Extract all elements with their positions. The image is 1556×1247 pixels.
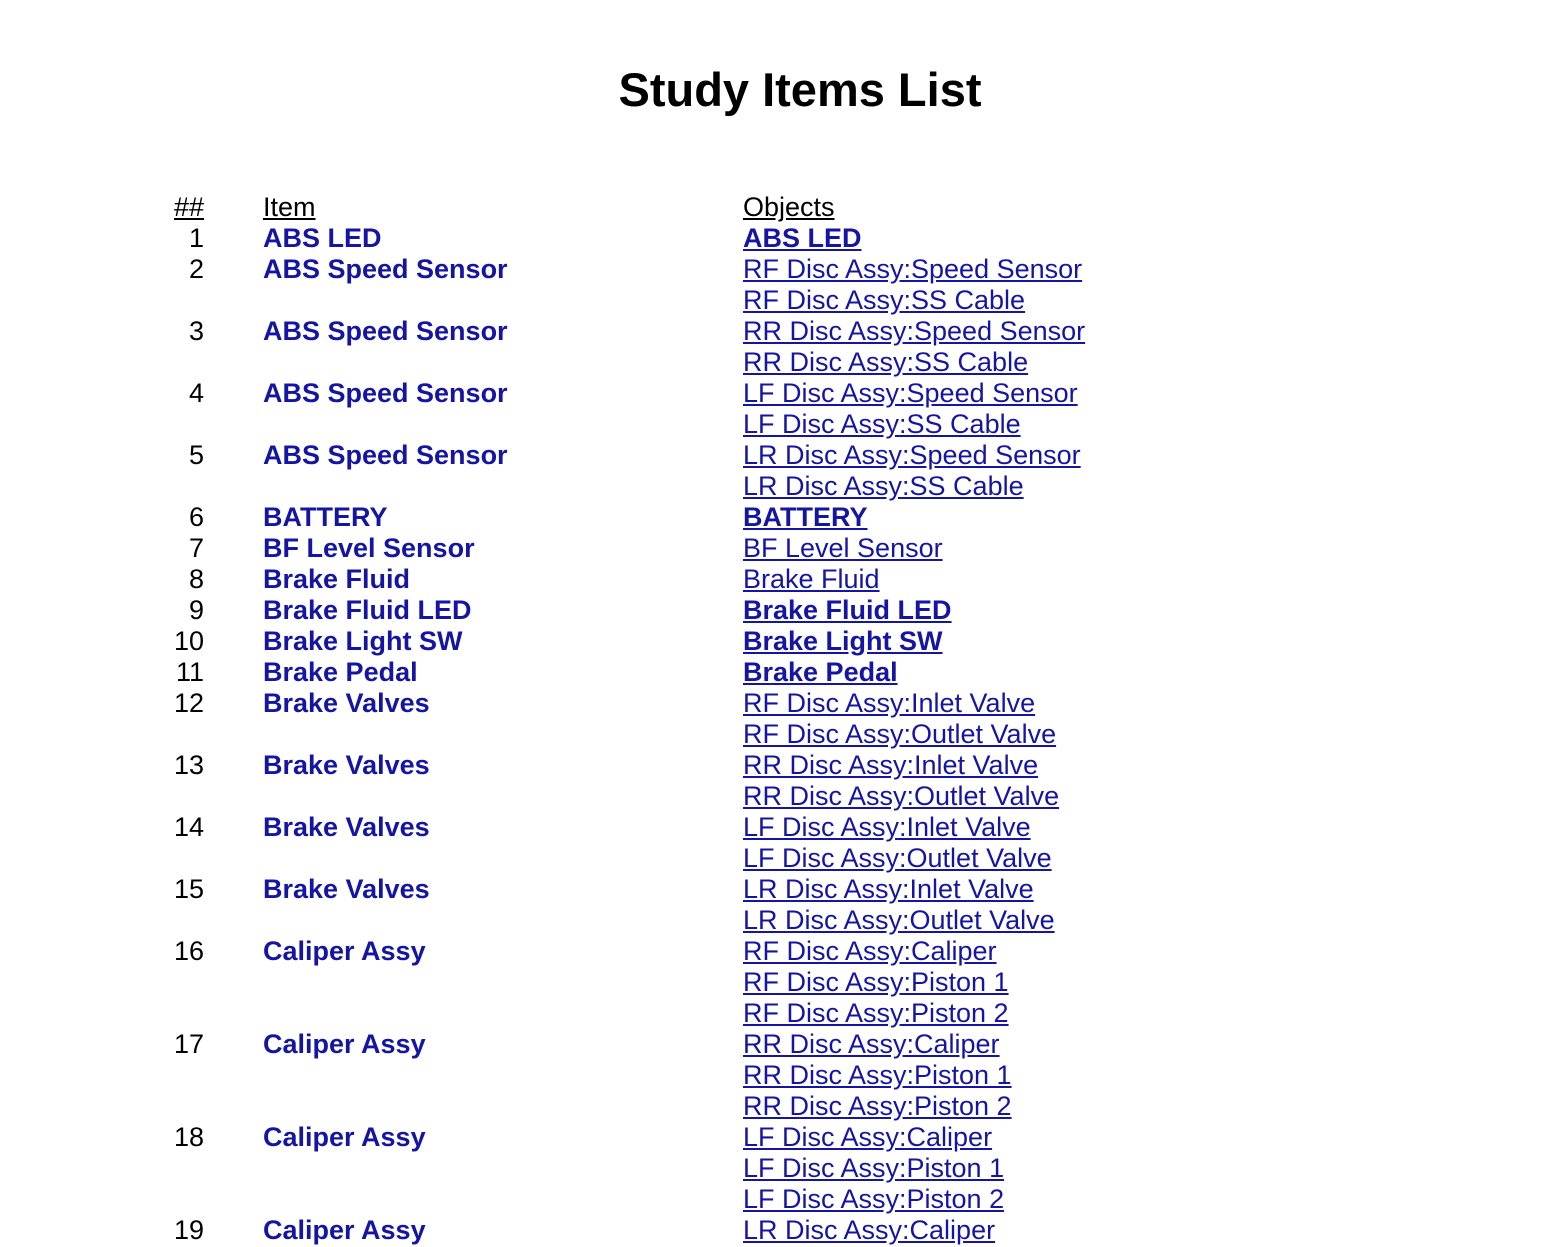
row-item: Brake Light SW — [263, 626, 463, 656]
object-link[interactable]: LR Disc Assy:Speed Sensor — [743, 440, 1081, 470]
row-number: 12 — [173, 688, 204, 718]
row-number: 11 — [175, 657, 204, 687]
row-item: Caliper Assy — [263, 1122, 426, 1152]
row-item: BF Level Sensor — [263, 533, 475, 563]
header-objects: Objects — [743, 192, 835, 222]
row-item: ABS Speed Sensor — [263, 254, 508, 284]
object-link[interactable]: BATTERY — [743, 502, 868, 532]
object-link[interactable]: RF Disc Assy:Outlet Valve — [743, 719, 1057, 749]
row-item: Brake Valves — [263, 874, 430, 904]
header-item: Item — [263, 192, 316, 222]
row-number: 7 — [188, 533, 204, 563]
object-link[interactable]: ABS LED — [743, 223, 862, 253]
object-link[interactable]: RR Disc Assy:Inlet Valve — [743, 750, 1039, 780]
object-link[interactable]: RF Disc Assy:Caliper — [743, 936, 997, 966]
object-link[interactable]: RR Disc Assy:Caliper — [743, 1029, 1000, 1059]
row-number: 13 — [173, 750, 204, 780]
header-number: ## — [174, 192, 205, 222]
row-number: 3 — [188, 316, 204, 346]
row-item: Brake Valves — [263, 750, 430, 780]
object-link[interactable]: RF Disc Assy:Speed Sensor — [743, 254, 1083, 284]
row-number: 18 — [173, 1122, 204, 1152]
row-number: 17 — [173, 1029, 204, 1059]
object-link[interactable]: RR Disc Assy:Outlet Valve — [743, 781, 1060, 811]
object-link[interactable]: RR Disc Assy:Speed Sensor — [743, 316, 1086, 346]
row-number: 15 — [173, 874, 204, 904]
row-number: 1 — [188, 223, 204, 253]
object-link[interactable]: LF Disc Assy:Outlet Valve — [743, 843, 1052, 873]
row-item: Caliper Assy — [263, 936, 426, 966]
row-number: 19 — [173, 1215, 204, 1245]
object-link[interactable]: RR Disc Assy:Piston 1 — [743, 1060, 1012, 1090]
row-number: 10 — [173, 626, 204, 656]
object-link[interactable]: LR Disc Assy:SS Cable — [743, 471, 1024, 501]
row-number: 6 — [188, 502, 204, 532]
object-link[interactable]: RF Disc Assy:Piston 1 — [743, 967, 1009, 997]
object-link[interactable]: Brake Fluid — [743, 564, 880, 594]
row-item: ABS Speed Sensor — [263, 440, 508, 470]
row-item: ABS Speed Sensor — [263, 378, 508, 408]
row-item: Brake Valves — [263, 812, 430, 842]
object-link[interactable]: LR Disc Assy:Outlet Valve — [743, 905, 1055, 935]
row-item: Brake Valves — [263, 688, 430, 718]
object-link[interactable]: LF Disc Assy:Speed Sensor — [743, 378, 1078, 408]
object-link[interactable]: Brake Light SW — [743, 626, 943, 656]
object-link[interactable]: Brake Fluid LED — [743, 595, 952, 625]
row-item: Brake Pedal — [263, 657, 418, 687]
object-link[interactable]: RF Disc Assy:Inlet Valve — [743, 688, 1036, 718]
object-link[interactable]: LR Disc Assy:Inlet Valve — [743, 874, 1034, 904]
object-link[interactable]: RF Disc Assy:SS Cable — [743, 285, 1026, 315]
row-item: Brake Fluid LED — [263, 595, 472, 625]
object-link[interactable]: LR Disc Assy:Caliper — [743, 1215, 996, 1245]
row-number: 14 — [173, 812, 204, 842]
object-link[interactable]: LF Disc Assy:Piston 1 — [743, 1153, 1005, 1183]
row-item: Caliper Assy — [263, 1029, 426, 1059]
row-number: 9 — [188, 595, 204, 625]
object-link[interactable]: LF Disc Assy:SS Cable — [743, 409, 1021, 439]
object-link[interactable]: RF Disc Assy:Piston 2 — [743, 998, 1009, 1028]
row-number: 16 — [173, 936, 204, 966]
row-item: BATTERY — [263, 502, 388, 532]
row-item: Brake Fluid — [263, 564, 411, 594]
object-link[interactable]: RR Disc Assy:Piston 2 — [743, 1091, 1012, 1121]
row-number: 2 — [188, 254, 204, 284]
object-link[interactable]: LF Disc Assy:Piston 2 — [743, 1184, 1005, 1214]
object-link[interactable]: BF Level Sensor — [743, 533, 943, 563]
row-number: 5 — [188, 440, 204, 470]
row-item: ABS LED — [263, 223, 382, 253]
row-number: 4 — [188, 378, 204, 408]
row-number: 8 — [188, 564, 204, 594]
object-link[interactable]: RR Disc Assy:SS Cable — [743, 347, 1029, 377]
object-link[interactable]: Brake Pedal — [743, 657, 898, 687]
row-item: ABS Speed Sensor — [263, 316, 508, 346]
object-link[interactable]: LF Disc Assy:Caliper — [743, 1122, 993, 1152]
object-link[interactable]: LF Disc Assy:Inlet Valve — [743, 812, 1031, 842]
row-item: Caliper Assy — [263, 1215, 426, 1245]
page-title: Study Items List — [618, 63, 982, 116]
